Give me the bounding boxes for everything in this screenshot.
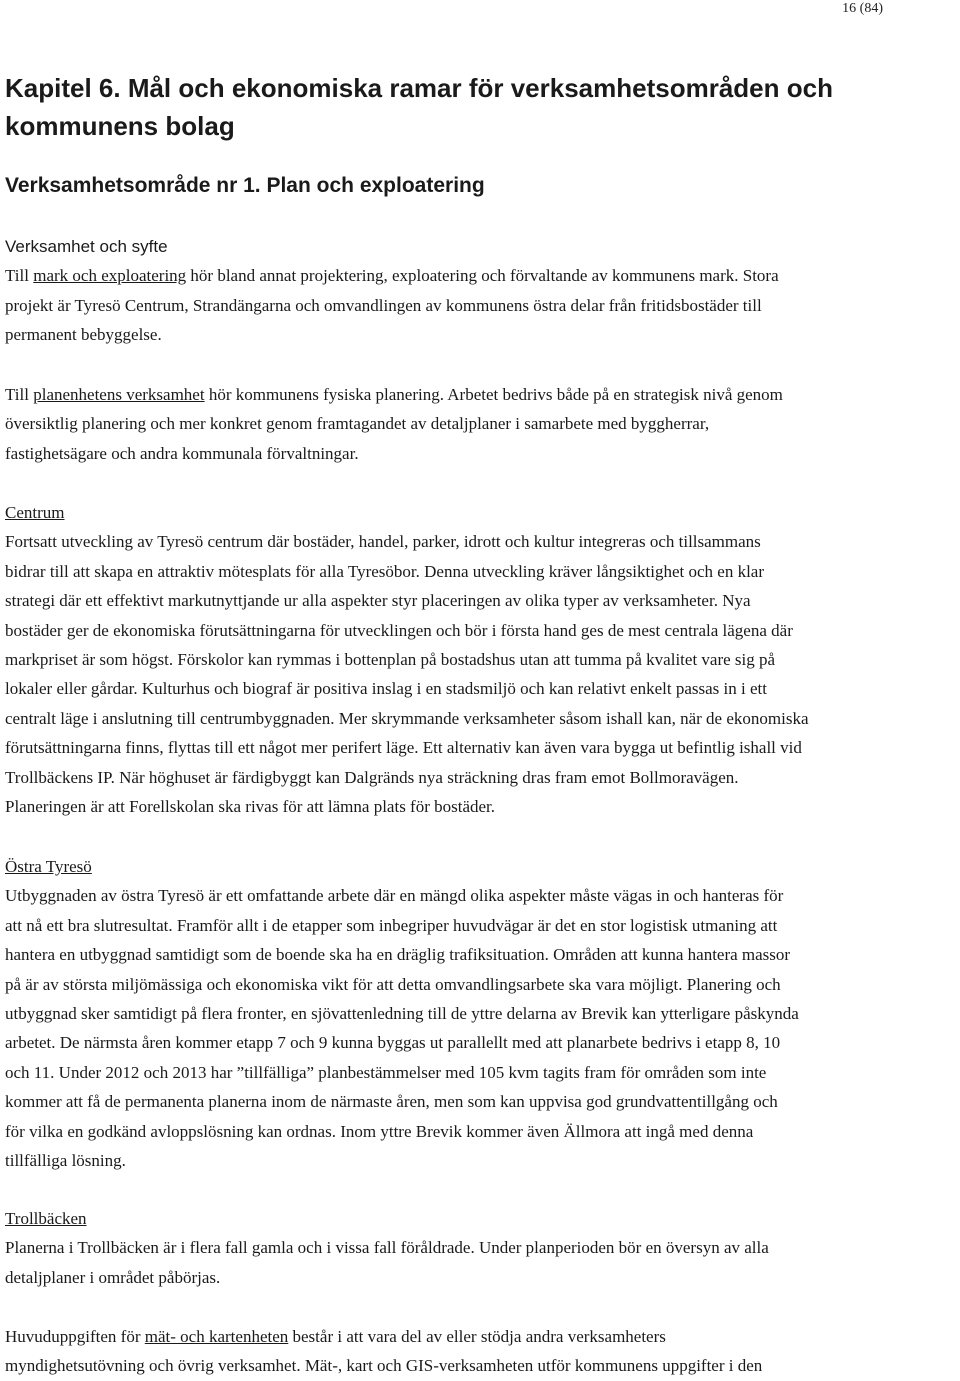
purpose-heading: Verksamhet och syfte xyxy=(5,237,168,256)
ostra-line: hantera en utbyggnad samtidigt som de boende ska ha en dräglig trafiksituation. Områden att kunna hantera massor xyxy=(5,945,791,965)
trollbacken-paragraph xyxy=(5,1233,960,1292)
centrum-line: lokaler eller gårdar. Kulturhus och biograf är positiva inslag i en stadsmiljö och kan relativt enkelt passas in i ett xyxy=(5,679,767,699)
purpose-p2-line-3: fastighetsägare och andra kommunala förvaltningar. xyxy=(5,443,359,463)
purpose-paragraph-2 xyxy=(5,380,960,468)
centrum-line: centralt läge i anslutning till centrumbyggnaden. Mer skrymmande verksamheter såsom ishall kan, när de ekonomiska xyxy=(5,708,809,728)
mat-och-kartenheten-link[interactable]: mät- och kartenheten xyxy=(144,1327,289,1346)
mat-prefix: Huvuduppgiften för xyxy=(5,1327,145,1346)
centrum-line: Trollbäckens IP. När höghuset är färdigbyggt kan Dalgränds nya sträckning dras fram emot Bollmoravägen. xyxy=(5,767,739,787)
ostra-tyreso-heading: Östra Tyresö xyxy=(5,857,92,876)
purpose-p2-line-1: hör kommunens fysiska planering. Arbetet bedrivs både på en strategisk nivå genom xyxy=(204,385,783,404)
ostra-line: kommer att få de permanenta planerna inom de närmaste åren, men som kan uppvisa god grundvattentillgång och xyxy=(5,1092,778,1112)
ostra-line: på är av största miljömässiga och ekonomiska vikt för att detta omvandlingsarbete ska vara möjligt. Planering och xyxy=(5,974,781,994)
purpose-section xyxy=(5,232,960,350)
area-title: Verksamhetsområde nr 1. Plan och exploatering xyxy=(5,174,485,197)
centrum-line: markpriset är som högst. Förskolor kan rymmas i bottenplan på bostadshus utan att tumma på kvalitet vare sig på xyxy=(5,650,776,670)
ostra-tyreso-paragraph xyxy=(5,881,960,1175)
centrum-line: Planeringen är att Forellskolan ska rivas för att lämna plats för bostäder. xyxy=(5,797,496,817)
ostra-line: att nå ett bra slutresultat. Framför allt i de etapper som inbegriper huvudvägar är det en stor logistisk utmaning att xyxy=(5,915,778,935)
mark-exploatering-link[interactable]: mark och exploatering xyxy=(33,266,187,286)
ostra-tyreso-section xyxy=(5,852,960,1175)
purpose-p1-prefix: Till xyxy=(5,266,34,286)
centrum-paragraph xyxy=(5,527,960,821)
trollbacken-line: detaljplaner i området påbörjas. xyxy=(5,1267,221,1287)
centrum-line: bostäder ger de ekonomiska förutsättningarna för utvecklingen och bör i första hand ges de mest centrala lägena där xyxy=(5,620,793,640)
purpose-paragraph-1 xyxy=(5,261,960,349)
chapter-title xyxy=(5,69,945,145)
chapter-title-line-1: Kapitel 6. Mål och ekonomiska ramar för verksamhetsområden och xyxy=(5,73,833,103)
ostra-line: och 11. Under 2012 och 2013 har ”tillfälliga” planbestämmelser med 105 kvm tagits fram för områden som inte xyxy=(5,1062,767,1082)
ostra-line: arbetet. De närmsta åren kommer etapp 7 och 9 kunna byggas ut parallellt med att planarbete bedrivs i etapp 8, 10 xyxy=(5,1033,781,1053)
mat-line-2: myndighetsutövning och övrig verksamhet. Mät-, kart och GIS-verksamheten utför kommunens uppgifter i den xyxy=(5,1356,763,1376)
trollbacken-heading: Trollbäcken xyxy=(5,1209,87,1228)
ostra-line: Utbyggnaden av östra Tyresö är ett omfattande arbete där en mängd olika aspekter måste vägas in och hanteras för xyxy=(5,886,784,906)
planenhetens-verksamhet-link[interactable]: planenhetens verksamhet xyxy=(33,385,205,404)
centrum-section xyxy=(5,498,960,821)
centrum-heading: Centrum xyxy=(5,503,65,522)
purpose-p2-line-2: översiktlig planering och mer konkret genom framtagandet av detaljplaner i samarbete med byggherrar, xyxy=(5,414,710,434)
mat-kart-paragraph xyxy=(5,1322,960,1381)
centrum-line: förutsättningarna finns, flyttas till ett något mer perifert läge. Ett alternativ kan även vara bygga ut befintlig ishall vid xyxy=(5,738,802,758)
chapter-title-line-2: kommunens bolag xyxy=(5,111,235,141)
purpose-p1-line-1: hör bland annat projektering, exploatering och förvaltande av kommunens mark. Stora xyxy=(186,266,779,286)
purpose-p1-line-3: permanent bebyggelse. xyxy=(5,325,162,345)
mat-line-1: består i att vara del av eller stödja andra verksamheters xyxy=(288,1327,666,1346)
trollbacken-section xyxy=(5,1204,960,1292)
centrum-line: bidrar till att skapa en attraktiv mötesplats för alla Tyresöbor. Denna utveckling kräver långsiktighet och en klar xyxy=(5,561,765,581)
ostra-line: tillfälliga lösning. xyxy=(5,1151,126,1171)
ostra-line: utbyggnad sker samtidigt på flera fronter, en sjövattenledning till de yttre delarna av Brevik kan ytterligare påskynda xyxy=(5,1004,799,1024)
page-number: 16 (84) xyxy=(842,1,883,16)
purpose-p1-line-2: projekt är Tyresö Centrum, Strandängarna och omvandlingen av kommunens östra delar från fritidsbostäder till xyxy=(5,295,762,315)
purpose-p2-prefix: Till xyxy=(5,385,34,404)
ostra-line: för vilka en godkänd avloppslösning kan ordnas. Inom yttre Brevik kommer även Ällmora att ingå med denna xyxy=(5,1121,754,1141)
trollbacken-line: Planerna i Trollbäcken är i flera fall gamla och i vissa fall föråldrade. Under planperioden bör en översyn av alla xyxy=(5,1238,769,1258)
centrum-line: strategi där ett effektivt markutnyttjande ur alla aspekter styr placeringen av olika typer av verksamheter. Nya xyxy=(5,591,751,611)
centrum-line: Fortsatt utveckling av Tyresö centrum där bostäder, handel, parker, idrott och kultur integreras och tillsammans xyxy=(5,532,761,552)
